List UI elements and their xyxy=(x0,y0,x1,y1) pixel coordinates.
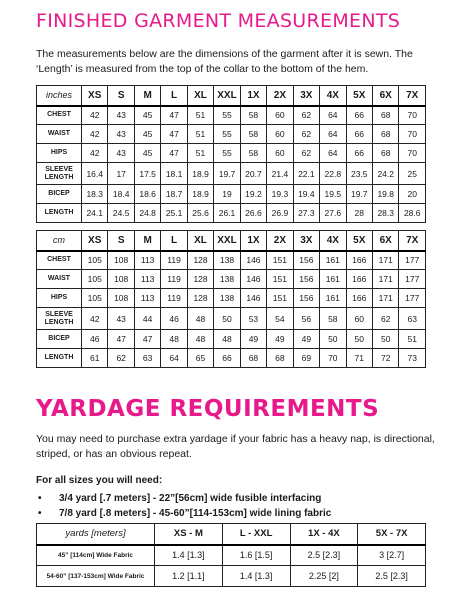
table-cell: 138 xyxy=(214,289,240,308)
table-cell: 58 xyxy=(240,144,266,163)
table-cell: 24.2 xyxy=(372,163,398,185)
table-row xyxy=(37,545,426,566)
list-item-text: 7/8 yard [.8 meters] - 45-60”[114-153cm] wide lining fabric xyxy=(59,508,332,519)
table-cell: 166 xyxy=(346,289,372,308)
table-cell: 62 xyxy=(108,349,134,368)
table-cell: 45 xyxy=(134,106,160,125)
table-row xyxy=(37,308,426,330)
list-item xyxy=(36,506,331,521)
table-cell: 58 xyxy=(320,308,346,330)
yardage-column-header: 5X - 7X xyxy=(358,524,426,545)
table-cell: 161 xyxy=(320,289,346,308)
table-cell: 51 xyxy=(399,330,426,349)
table-cell: 25 xyxy=(399,163,426,185)
table-cell: 55 xyxy=(214,106,240,125)
table-cell: 50 xyxy=(320,330,346,349)
table-cell: 66 xyxy=(214,349,240,368)
table-cell: 70 xyxy=(399,144,426,163)
table-cell: 108 xyxy=(108,251,134,270)
yardage-row-label: 54-60” [137-153cm] Wide Fabric xyxy=(37,566,155,587)
table-cell: 69 xyxy=(293,349,319,368)
table-cell: 27.3 xyxy=(293,204,319,223)
table-cell: 2.25 [2] xyxy=(290,566,358,587)
table-cell: 53 xyxy=(240,308,266,330)
table-cell: 26.9 xyxy=(267,204,293,223)
table-row xyxy=(37,106,426,125)
size-column-header: 5X xyxy=(346,86,372,106)
table-cell: 66 xyxy=(346,106,372,125)
table-cell: 21.4 xyxy=(267,163,293,185)
table-cell: 17.5 xyxy=(134,163,160,185)
table-cell: 58 xyxy=(240,106,266,125)
unit-header: cm xyxy=(37,231,82,251)
table-cell: 1.2 [1.1] xyxy=(155,566,223,587)
table-cell: 70 xyxy=(399,106,426,125)
table-cell: 18.4 xyxy=(108,185,134,204)
table-cell: 50 xyxy=(372,330,398,349)
table-cell: 26.6 xyxy=(240,204,266,223)
table-cell: 42 xyxy=(82,125,108,144)
table-cell: 171 xyxy=(372,251,398,270)
table-cell: 18.3 xyxy=(82,185,108,204)
table-cell: 71 xyxy=(346,349,372,368)
table-cell: 28.6 xyxy=(399,204,426,223)
yardage-unit-header: yards [meters] xyxy=(37,524,155,545)
table-cell: 51 xyxy=(187,125,213,144)
table-cell: 156 xyxy=(293,289,319,308)
inches-measurement-table xyxy=(36,85,426,223)
table-cell: 42 xyxy=(82,106,108,125)
table-cell: 20.7 xyxy=(240,163,266,185)
table-cell: 63 xyxy=(399,308,426,330)
table-cell: 60 xyxy=(346,308,372,330)
table-cell: 19.4 xyxy=(293,185,319,204)
table-cell: 3 [2.7] xyxy=(358,545,426,566)
size-column-header: 1X xyxy=(240,86,266,106)
table-cell: 2.5 [2.3] xyxy=(358,566,426,587)
table-cell: 56 xyxy=(293,308,319,330)
table-cell: 70 xyxy=(399,125,426,144)
table-cell: 26.1 xyxy=(214,204,240,223)
size-column-header: 6X xyxy=(372,86,398,106)
size-column-header: XL xyxy=(187,86,213,106)
table-cell: 43 xyxy=(108,144,134,163)
measurement-row-label: CHEST xyxy=(37,106,82,125)
table-cell: 64 xyxy=(320,125,346,144)
size-column-header: S xyxy=(108,231,134,251)
table-cell: 105 xyxy=(82,270,108,289)
size-column-header: 3X xyxy=(293,86,319,106)
table-cell: 166 xyxy=(346,251,372,270)
size-column-header: M xyxy=(134,231,160,251)
table-cell: 46 xyxy=(161,308,187,330)
measurement-row-label: HIPS xyxy=(37,289,82,308)
cm-measurement-table xyxy=(36,230,426,368)
table-cell: 60 xyxy=(267,144,293,163)
table-cell: 55 xyxy=(214,144,240,163)
table-row xyxy=(37,185,426,204)
table-cell: 171 xyxy=(372,289,398,308)
table-cell: 151 xyxy=(267,251,293,270)
table-row xyxy=(37,251,426,270)
size-column-header: XXL xyxy=(214,231,240,251)
table-cell: 24.8 xyxy=(134,204,160,223)
table-cell: 64 xyxy=(161,349,187,368)
table-cell: 19 xyxy=(214,185,240,204)
table-cell: 151 xyxy=(267,270,293,289)
table-cell: 43 xyxy=(108,106,134,125)
size-column-header: 3X xyxy=(293,231,319,251)
list-item-text: 3/4 yard [.7 meters] - 22”[56cm] wide fusible interfacing xyxy=(59,493,322,504)
table-cell: 19.3 xyxy=(267,185,293,204)
notions-list xyxy=(36,491,331,521)
table-row xyxy=(37,144,426,163)
table-cell: 62 xyxy=(372,308,398,330)
measurement-row-label: BICEP xyxy=(37,330,82,349)
table-cell: 55 xyxy=(214,125,240,144)
table-cell: 68 xyxy=(372,144,398,163)
table-cell: 23.5 xyxy=(346,163,372,185)
table-cell: 113 xyxy=(134,251,160,270)
table-cell: 177 xyxy=(399,251,426,270)
table-cell: 42 xyxy=(82,308,108,330)
table-cell: 119 xyxy=(161,251,187,270)
unit-header: inches xyxy=(37,86,82,106)
table-cell: 48 xyxy=(214,330,240,349)
table-cell: 2.5 [2.3] xyxy=(290,545,358,566)
size-column-header: L xyxy=(161,231,187,251)
table-cell: 119 xyxy=(161,289,187,308)
table-cell: 18.7 xyxy=(161,185,187,204)
table-cell: 1.4 [1.3] xyxy=(155,545,223,566)
table-cell: 18.9 xyxy=(187,185,213,204)
table-cell: 27.6 xyxy=(320,204,346,223)
table-cell: 22.1 xyxy=(293,163,319,185)
table-cell: 64 xyxy=(320,144,346,163)
table-cell: 19.5 xyxy=(320,185,346,204)
table-cell: 51 xyxy=(187,144,213,163)
table-cell: 18.9 xyxy=(187,163,213,185)
table-cell: 171 xyxy=(372,270,398,289)
list-item xyxy=(36,491,331,506)
table-cell: 20 xyxy=(399,185,426,204)
table-cell: 63 xyxy=(134,349,160,368)
yardage-requirements-title: YARDAGE REQUIREMENTS xyxy=(36,396,380,422)
table-cell: 156 xyxy=(293,251,319,270)
table-cell: 19.2 xyxy=(240,185,266,204)
table-cell: 72 xyxy=(372,349,398,368)
table-cell: 47 xyxy=(161,106,187,125)
measurement-row-label: HIPS xyxy=(37,144,82,163)
table-cell: 73 xyxy=(399,349,426,368)
table-cell: 156 xyxy=(293,270,319,289)
table-cell: 1.6 [1.5] xyxy=(222,545,290,566)
size-column-header: S xyxy=(108,86,134,106)
table-row xyxy=(37,163,426,185)
size-header-row xyxy=(37,86,426,106)
size-column-header: 2X xyxy=(267,231,293,251)
bullet-icon: • xyxy=(38,493,42,504)
measurement-row-label: WAIST xyxy=(37,270,82,289)
table-cell: 68 xyxy=(372,106,398,125)
table-cell: 47 xyxy=(161,125,187,144)
table-cell: 28.3 xyxy=(372,204,398,223)
measurement-row-label: SLEEVE LENGTH xyxy=(37,308,82,330)
table-cell: 128 xyxy=(187,251,213,270)
table-cell: 25.1 xyxy=(161,204,187,223)
size-column-header: 1X xyxy=(240,231,266,251)
table-cell: 60 xyxy=(267,106,293,125)
table-cell: 1.4 [1.3] xyxy=(222,566,290,587)
measurement-row-label: LENGTH xyxy=(37,349,82,368)
table-cell: 48 xyxy=(161,330,187,349)
size-column-header: 4X xyxy=(320,86,346,106)
table-row xyxy=(37,270,426,289)
measurement-row-label: WAIST xyxy=(37,125,82,144)
table-cell: 146 xyxy=(240,270,266,289)
table-cell: 18.1 xyxy=(161,163,187,185)
table-cell: 68 xyxy=(240,349,266,368)
table-cell: 45 xyxy=(134,125,160,144)
measurement-row-label: LENGTH xyxy=(37,204,82,223)
table-cell: 43 xyxy=(108,308,134,330)
table-row xyxy=(37,566,426,587)
size-column-header: L xyxy=(161,86,187,106)
table-cell: 47 xyxy=(134,330,160,349)
size-column-header: XXL xyxy=(214,86,240,106)
yardage-column-header: 1X - 4X xyxy=(290,524,358,545)
table-cell: 113 xyxy=(134,270,160,289)
table-cell: 28 xyxy=(346,204,372,223)
table-cell: 161 xyxy=(320,251,346,270)
garment-measurements-title: FINISHED GARMENT MEASUREMENTS xyxy=(36,10,401,32)
size-column-header: XS xyxy=(82,86,108,106)
size-column-header: 5X xyxy=(346,231,372,251)
measurement-row-label: SLEEVE LENGTH xyxy=(37,163,82,185)
table-cell: 65 xyxy=(187,349,213,368)
table-cell: 25.6 xyxy=(187,204,213,223)
table-cell: 108 xyxy=(108,270,134,289)
table-cell: 128 xyxy=(187,289,213,308)
table-cell: 64 xyxy=(320,106,346,125)
bullet-icon: • xyxy=(38,508,42,519)
table-cell: 62 xyxy=(293,144,319,163)
table-cell: 146 xyxy=(240,251,266,270)
table-cell: 44 xyxy=(134,308,160,330)
garment-measurements-intro: The measurements below are the dimensions of the garment after it is sewn. The ‘Length’ is measured from the top of the collar to the bottom of the hem. xyxy=(36,48,413,75)
yardage-column-header: L - XXL xyxy=(222,524,290,545)
table-row xyxy=(37,125,426,144)
table-cell: 19.7 xyxy=(346,185,372,204)
table-cell: 50 xyxy=(346,330,372,349)
table-cell: 42 xyxy=(82,144,108,163)
table-cell: 22.8 xyxy=(320,163,346,185)
all-sizes-heading: For all sizes you will need: xyxy=(36,475,163,486)
table-cell: 70 xyxy=(320,349,346,368)
table-cell: 151 xyxy=(267,289,293,308)
yardage-column-header: XS - M xyxy=(155,524,223,545)
size-column-header: M xyxy=(134,86,160,106)
yardage-intro: You may need to purchase extra yardage if your fabric has a heavy nap, is directional, striped, or has an obvious repeat. xyxy=(36,433,435,460)
table-cell: 66 xyxy=(346,125,372,144)
size-column-header: 7X xyxy=(399,231,426,251)
table-cell: 113 xyxy=(134,289,160,308)
table-cell: 62 xyxy=(293,125,319,144)
table-cell: 177 xyxy=(399,289,426,308)
yardage-row-label: 45” [114cm] Wide Fabric xyxy=(37,545,155,566)
measurement-row-label: CHEST xyxy=(37,251,82,270)
table-cell: 166 xyxy=(346,270,372,289)
table-cell: 45 xyxy=(134,144,160,163)
table-cell: 49 xyxy=(293,330,319,349)
table-cell: 43 xyxy=(108,125,134,144)
table-cell: 62 xyxy=(293,106,319,125)
table-cell: 119 xyxy=(161,270,187,289)
table-cell: 47 xyxy=(161,144,187,163)
table-cell: 54 xyxy=(267,308,293,330)
table-cell: 47 xyxy=(108,330,134,349)
table-cell: 177 xyxy=(399,270,426,289)
size-column-header: XL xyxy=(187,231,213,251)
table-cell: 138 xyxy=(214,251,240,270)
table-cell: 128 xyxy=(187,270,213,289)
table-cell: 49 xyxy=(240,330,266,349)
size-column-header: XS xyxy=(82,231,108,251)
table-cell: 24.1 xyxy=(82,204,108,223)
table-cell: 66 xyxy=(346,144,372,163)
measurement-row-label: BICEP xyxy=(37,185,82,204)
table-cell: 50 xyxy=(214,308,240,330)
table-cell: 51 xyxy=(187,106,213,125)
yardage-table xyxy=(36,523,426,587)
size-column-header: 7X xyxy=(399,86,426,106)
table-cell: 24.5 xyxy=(108,204,134,223)
table-cell: 19.7 xyxy=(214,163,240,185)
size-header-row xyxy=(37,231,426,251)
table-cell: 146 xyxy=(240,289,266,308)
table-cell: 18.6 xyxy=(134,185,160,204)
table-cell: 105 xyxy=(82,289,108,308)
table-cell: 161 xyxy=(320,270,346,289)
table-cell: 17 xyxy=(108,163,134,185)
table-row xyxy=(37,289,426,308)
table-cell: 61 xyxy=(82,349,108,368)
table-row xyxy=(37,349,426,368)
table-row xyxy=(37,204,426,223)
table-cell: 48 xyxy=(187,330,213,349)
table-row xyxy=(37,330,426,349)
table-cell: 68 xyxy=(267,349,293,368)
table-cell: 16.4 xyxy=(82,163,108,185)
table-cell: 138 xyxy=(214,270,240,289)
table-cell: 48 xyxy=(187,308,213,330)
table-cell: 60 xyxy=(267,125,293,144)
table-cell: 19.8 xyxy=(372,185,398,204)
size-column-header: 6X xyxy=(372,231,398,251)
table-cell: 58 xyxy=(240,125,266,144)
table-cell: 108 xyxy=(108,289,134,308)
table-cell: 68 xyxy=(372,125,398,144)
size-column-header: 2X xyxy=(267,86,293,106)
size-column-header: 4X xyxy=(320,231,346,251)
table-cell: 105 xyxy=(82,251,108,270)
table-cell: 46 xyxy=(82,330,108,349)
table-cell: 49 xyxy=(267,330,293,349)
